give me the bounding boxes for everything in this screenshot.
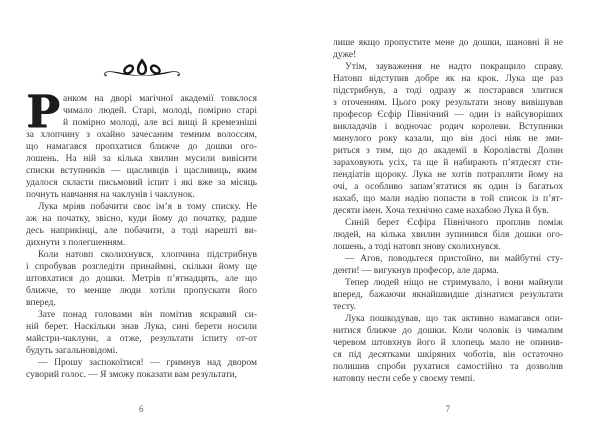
right-page-textflow (333, 37, 563, 385)
text-line: майстри-чаклуни, а отже, результати іспиту от-от (26, 334, 257, 344)
paragraph (333, 253, 563, 277)
text-line: Лука пошкодував, що так активно намагався опи- (345, 314, 563, 324)
text-line: натовпу нести себе у своєму темпі. (333, 374, 475, 384)
text-line: тесту. (333, 302, 357, 312)
text-line: ся під десятками шкіряних чоботів, він остаточно (333, 350, 563, 360)
text-line: Лука мріяв побачити своє ім’я в тому списку. Не (38, 202, 257, 212)
text-line: почнуть навчання на чаклунів і чаклунок. (26, 190, 195, 200)
paragraph (333, 37, 563, 61)
paragraph (26, 201, 257, 249)
page-number: 7 (445, 404, 451, 414)
text-line: людей, на кілька хвилин зупинився біля дошки ого- (333, 230, 563, 240)
page-number: 6 (139, 404, 144, 414)
text-line: минулого року казали, що він досі ніяк не зми- (333, 134, 563, 144)
text-line: викладачів і водночас родич королеви. Вступники (333, 122, 563, 132)
text-line: Натовп відступив добре як на крок. Лука ще раз (333, 74, 563, 84)
text-line: що намагався пропхатися ближче до дошки ого- (26, 142, 257, 152)
paragraph (333, 61, 563, 217)
text-line: аж на початку, звісно, куди йому до початку, радше (26, 214, 257, 224)
text-line: професор Єсфір Північний — один із найсуворіших (333, 110, 563, 120)
text-line: й помірно молоді, але всі вищі й кремезніші (63, 118, 257, 128)
text-line: і спробував розгледіти принаймні, скільки йому ще (26, 262, 257, 272)
text-line: штовхатися до дошки. Метрів п’ятнадцять, але що (26, 274, 257, 284)
text-line: Утім, зауваження не надто покращило справу. (345, 62, 563, 72)
text-line: суворий голос. — Я зможу показати вам результати, (26, 370, 238, 380)
text-line: підстрибнув, а тоді одразу ж постарався злитися (333, 86, 563, 96)
text-line: ближче, то менше люди хотіли пропускати його (26, 286, 257, 296)
text-line: за хлопчину з охайно зачесаним темним волоссям, (26, 130, 257, 140)
drop-cap: Р (26, 85, 60, 138)
book-page-right (333, 0, 563, 436)
text-line: Синій берет Єсфіра Північного проплив поміж (345, 218, 563, 228)
text-line: лошень, а тоді натовп знову сколихнувся. (333, 242, 501, 252)
text-line: вперед, бажаючи якнайшвидше дізнатися результати (333, 290, 563, 300)
text-line: будуть загальновідомі. (26, 346, 118, 356)
text-line: очі, а особливо запам’ятатися як один із багатьох (333, 182, 563, 192)
text-line: дихнути з полегшенням. (26, 238, 126, 248)
text-line: списки вступників — щасливців і щасливиць, яким (26, 166, 257, 176)
paragraph (26, 249, 257, 309)
text-line: чимало людей. Старі, молоді, помірно старі (63, 106, 257, 116)
right-page-text (333, 37, 563, 385)
left-page-text (26, 85, 257, 381)
text-line: з оточенням. Цього року результати знову вивішував (333, 98, 563, 108)
text-line: — Прошу заспокоїтися! — гримнув над двором (38, 358, 257, 368)
left-page-textflow (26, 57, 257, 381)
text-line: вперед. (26, 298, 56, 308)
text-line: ній берет. Наскільки знав Лука, сині берети носили (26, 322, 257, 332)
paragraph (26, 85, 257, 201)
text-line: риться з тим, що до академії в Королівстві Долин (333, 146, 563, 156)
paragraph (26, 357, 257, 381)
text-line: нитися ближче до дошки. Коли чоловік із чималим (333, 326, 563, 336)
text-line: дуже! (333, 50, 357, 60)
chapter-ornament-icon (103, 57, 181, 81)
text-line: десь наприкінці, але побачити, а тоді нарешті ви- (26, 226, 257, 236)
text-line: зараховують усіх, та ще й набирають п’ятдесят сти- (333, 158, 563, 168)
text-line: нахаб, що мали надію попасти в той список із п’ят- (333, 194, 563, 204)
text-line: удалося скласти письмовий іспит і які вже за місяць (26, 178, 257, 188)
text-line: черевом штовхнув його й хлопець мало не опинив- (333, 338, 563, 348)
book-page-left (26, 0, 257, 436)
text-line: Коли натовп сколихнувся, хлопчина підстрибнув (38, 250, 257, 260)
text-line: Зате понад головами він помітив яскравий си- (38, 310, 257, 320)
text-line: десяти імен. Хоча технічно саме нахабою Лука й був. (333, 206, 549, 216)
paragraph (26, 309, 257, 357)
text-line: Тепер людей ніщо не стримувало, і вони майнули (345, 278, 563, 288)
text-line: анком на дворі магічної академії товклося (63, 94, 257, 104)
text-line: пендіатів щороку. Лука не хотів потрапляти йому на (333, 170, 563, 180)
paragraph (333, 313, 563, 385)
text-line: — Агов, поводьтеся пристойно, ви майбутні сту- (345, 254, 563, 264)
text-line: денти! — вигукнув професор, але дарма. (333, 266, 499, 276)
paragraph (333, 217, 563, 253)
text-line: лошень. На ній за кілька хвилин мусили вивісити (26, 154, 257, 164)
text-line: лише якщо пропустите мене до дошки, шановні й не (333, 38, 563, 48)
paragraph (333, 277, 563, 313)
text-line: полишив спроби рухатися самостійно та дозволив (333, 362, 563, 372)
